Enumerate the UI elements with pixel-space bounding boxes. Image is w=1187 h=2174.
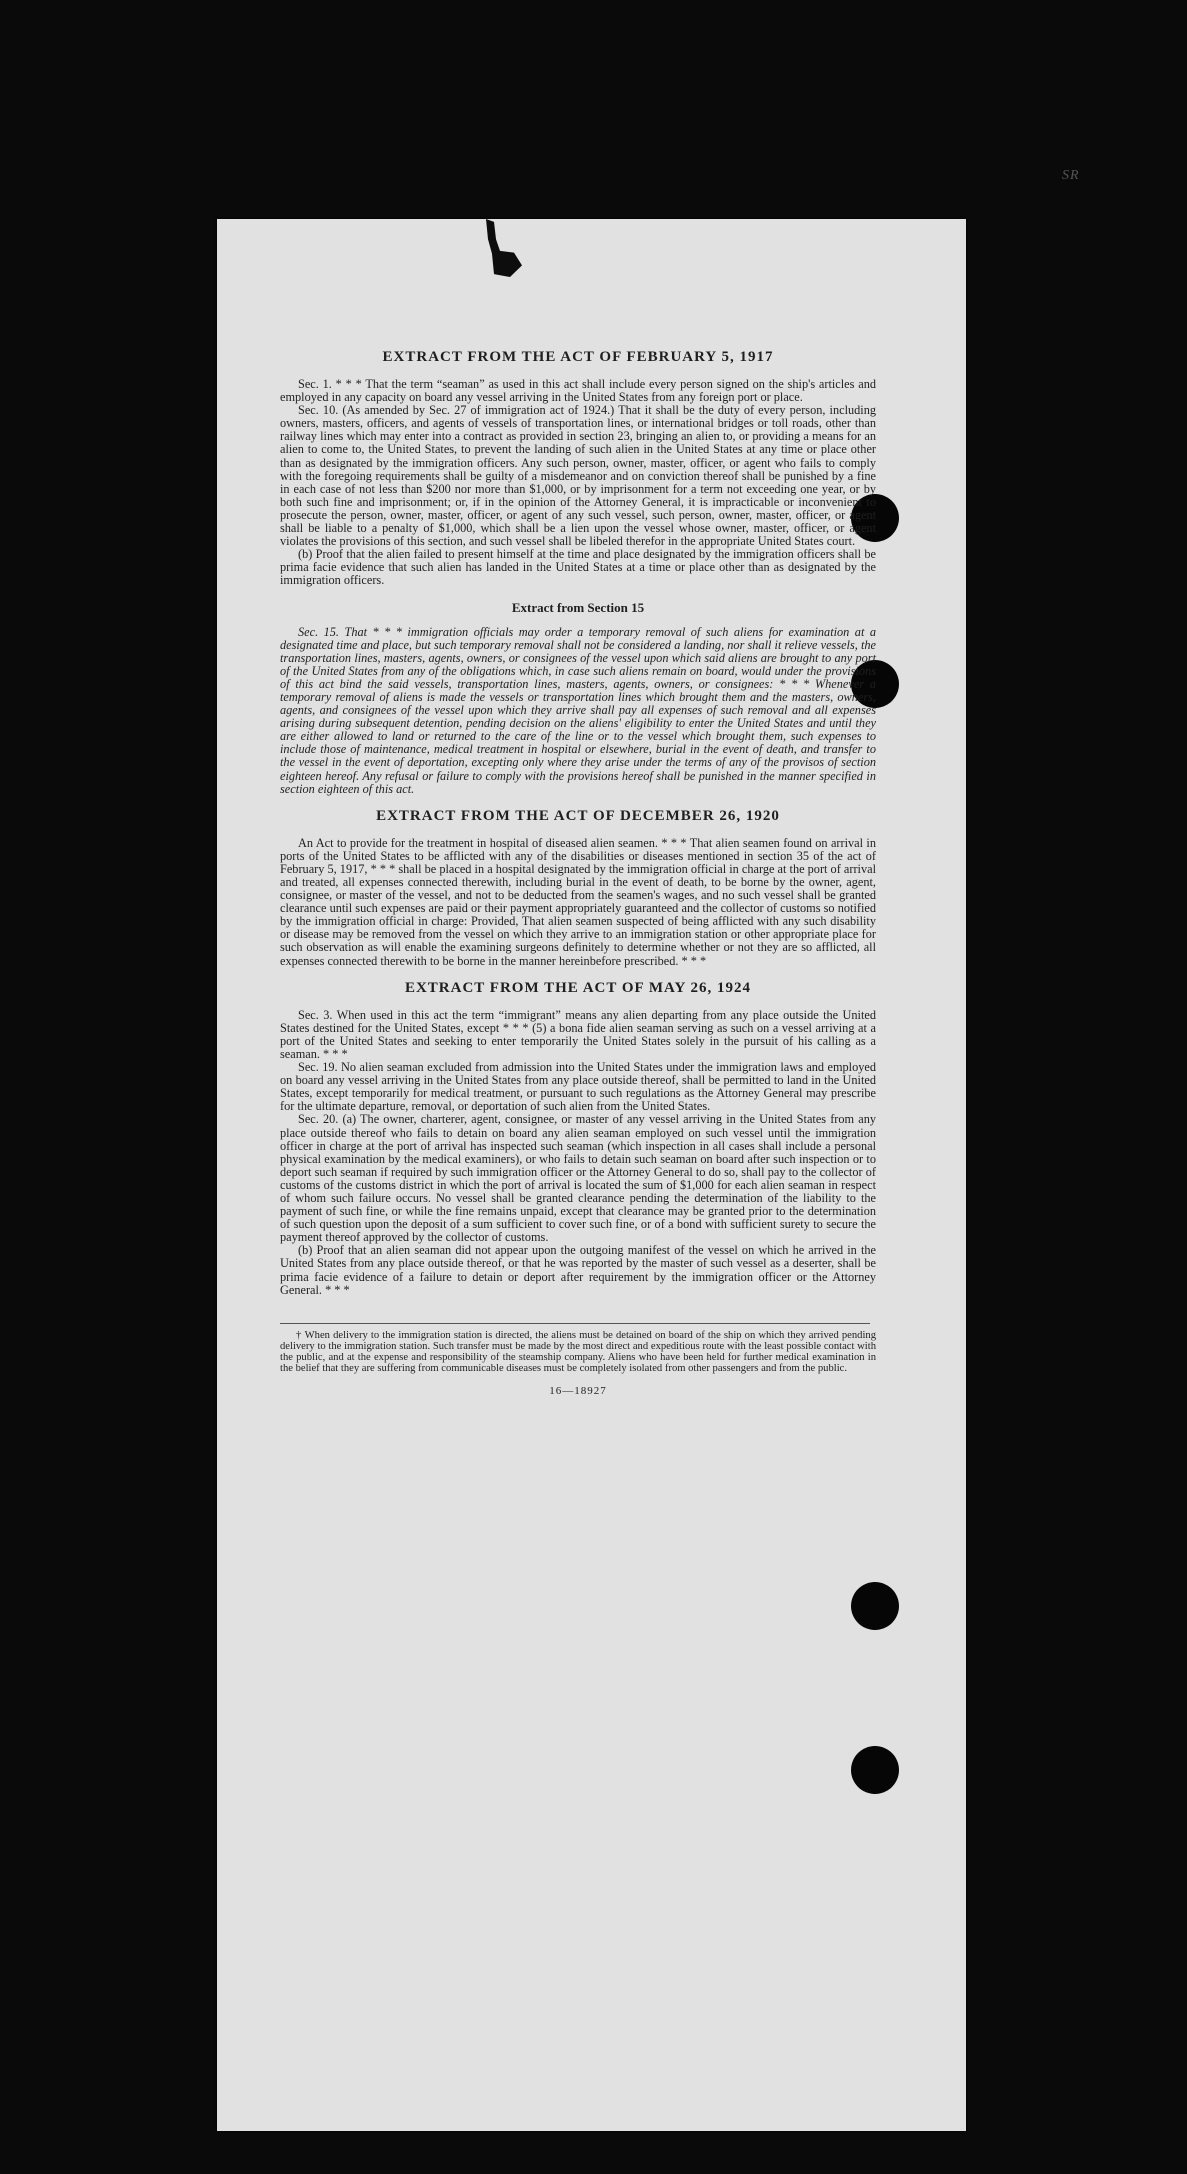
section-title: EXTRACT FROM THE ACT OF DECEMBER 26, 1920 bbox=[376, 807, 780, 824]
document-sheet bbox=[217, 219, 966, 2131]
section-paragraph: Sec. 1. * * * That the term “seaman” as used in this act shall include every person signed on the ship's articles and employed in any capacity on board any vessel arriving in the United States from any foreign port or place. bbox=[280, 377, 876, 405]
section-paragraph: (b) Proof that an alien seaman did not appear upon the outgoing manifest of the vessel on which he arrived in the United States from any place outside thereof, or that he was reported by the master of such vessel as a deserter, shall be prima facie evidence of a failure to detain or deport after requirement by the immigration officer or the Attorney General. * * * bbox=[280, 1243, 876, 1297]
section-paragraph: Sec. 15. That * * * immigration officials may order a temporary removal of such aliens for examination at a designated time and place, but such temporary removal shall not be considered a landing, nor shall it relieve vessels, the transportation lines, masters, agents, owners, or consignees of the vessel upon which said aliens are brought to any port of the United States from any of the obligations which, in case such aliens remain on board, would under the provisions of this act bind the said vessels, transportation lines, masters, agents, owners, or consignees: * * * Whenever a temporary removal of aliens is made the vessels or transportation lines which brought them and the masters, owners, agents, and consignees of the vessel upon which they arrive shall pay all expenses of such removal and all expenses arising during subsequent detention, pending decision on the aliens' eligibility to enter the United States and until they are either allowed to land or returned to the care of the line or to the vessel which brought them, such expenses to include those of maintenance, medical treatment in hospital or elsewhere, burial in the event of death, and transfer to the vessel in the event of deportation, excepting only where they arise under the terms of any of the provisos of section eighteen hereof. Any refusal or failure to comply with the provisions hereof shall be punished in the manner specified in section eighteen of this act. bbox=[280, 624, 876, 796]
section-paragraph: An Act to provide for the treatment in hospital of diseased alien seamen. * * * That alien seamen found on arrival in ports of the United States to be afflicted with any of the disabilities or diseases mentioned in section 35 of the act of February 5, 1917, * * * shall be placed in a hospital designated by the immigration official in charge at the port of arrival and treated, all expenses connected therewith, including burial in the event of death, to be borne by the owner, agent, consignee, or master of the vessel, and not to be deducted from the seamen's wages, and no such vessel shall be granted clearance until such expenses are paid or their payment appropriately guaranteed and the collector of customs so notified by the immigration official in charge: Provided, That alien seamen suspected of being afflicted with any such disability or disease may be removed from the vessel on which they arrive to an immigration station or other appropriate place for such observation as will enable the examining surgeons definitely to determine whether or not they are so afflicted, all expenses connected therewith to be borne in the manner hereinbefore prescribed. * * * bbox=[280, 835, 876, 968]
footnote: † When delivery to the immigration station is directed, the aliens must be detained on board of the ship on which they arrived pending delivery to the immigration station. Such transfer must be made by the most direct and expeditious route with the least possible contact with the public, and at the expense and responsibility of the steamship company. Aliens who have been held for further medical examination in the belief that they are suffering from communicable diseases must be completely isolated from other passengers and from the public. bbox=[280, 1329, 876, 1375]
section-title: EXTRACT FROM THE ACT OF FEBRUARY 5, 1917 bbox=[382, 349, 774, 365]
section-paragraph: Sec. 3. When used in this act the term “immigrant” means any alien departing from any place outside the United States destined for the United States, except * * * (5) a bona fide alien seaman serving as such on a vessel arriving at a port of the United States and seeking to enter temporarily the United States solely in the pursuit of his calling as a seaman. * * * bbox=[280, 1007, 876, 1061]
section-paragraph: Sec. 20. (a) The owner, charterer, agent, consignee, or master of any vessel arriving in the United States from any place outside thereof who fails to detain on board any alien seaman employed on such vessel until the immigration officer in charge at the port of arrival has inspected such seaman (which inspection in all cases shall include a personal physical examination by the medical examiners), or who fails to detain such seaman on board after such inspection or to deport such seaman if required by such immigration officer or the Attorney General to do so, shall pay to the collector of customs of the customs district in which the port of arrival is located the sum of $1,000 for each alien seaman in respect of whom such failure occurs. No vessel shall be granted clearance pending the determination of the liability to the payment of such fine, or while the fine remains unpaid, except that clearance may be granted prior to the determination of such question upon the deposit of a sum sufficient to cover such fine, or of a bond with sufficient surety to secure the payment thereof approved by the collector of customs. bbox=[280, 1112, 876, 1245]
section-paragraph: (b) Proof that the alien failed to present himself at the time and place designated by the immigration officers shall be prima facie evidence that such alien has landed in the United States at a time or place other than as designated by the immigration officers. bbox=[280, 547, 876, 588]
form-number: 16—18927 bbox=[549, 1384, 607, 1397]
corner-mark: SR bbox=[1062, 168, 1080, 183]
document-content bbox=[280, 349, 876, 1397]
section-paragraph: Sec. 10. (As amended by Sec. 27 of immigration act of 1924.) That it shall be the duty of every person, including owners, masters, officers, and agents of vessels of transportation lines, or international bridges or toll roads, other than railway lines which may enter into a contract as provided in section 23, bringing an alien to, or providing a means for an alien to come to, the United States, to prevent the landing of such alien in the United States at any time or place other than as designated by the immigration officers. Any such person, owner, master, officer, or agent who fails to comply with the foregoing requirements shall be guilty of a misdemeanor and on conviction thereof shall be punished by a fine in each case of not less than $200 nor more than $1,000, or by imprisonment for a term not exceeding one year, or by both such fine and imprisonment; or, if in the opinion of the Attorney General, it is impracticable or inconvenient to prosecute the person, owner, master, officer, or agent of any such vessel, such person, owner, master, officer, or agent shall be liable to a penalty of $1,000, which shall be a lien upon the vessel whose owner, master, officer, or agent violates the provisions of this section, and such vessel shall be libeled therefor in the appropriate United States court. bbox=[280, 403, 876, 549]
section-title: EXTRACT FROM THE ACT OF MAY 26, 1924 bbox=[404, 979, 752, 996]
punch-hole bbox=[851, 1582, 899, 1630]
section-title: Extract from Section 15 bbox=[511, 599, 645, 615]
footnote-rule bbox=[280, 1323, 870, 1324]
ink-blot bbox=[482, 219, 522, 277]
punch-hole bbox=[851, 1746, 899, 1794]
section-paragraph: Sec. 19. No alien seaman excluded from admission into the United States under the immigration laws and employed on board any vessel arriving in the United States from any place outside thereof, shall be permitted to land in the United States, except temporarily for medical treatment, or pursuant to such regulations as the Attorney General may prescribe for the ultimate departure, removal, or deportation of such alien from the United States. bbox=[280, 1060, 876, 1114]
